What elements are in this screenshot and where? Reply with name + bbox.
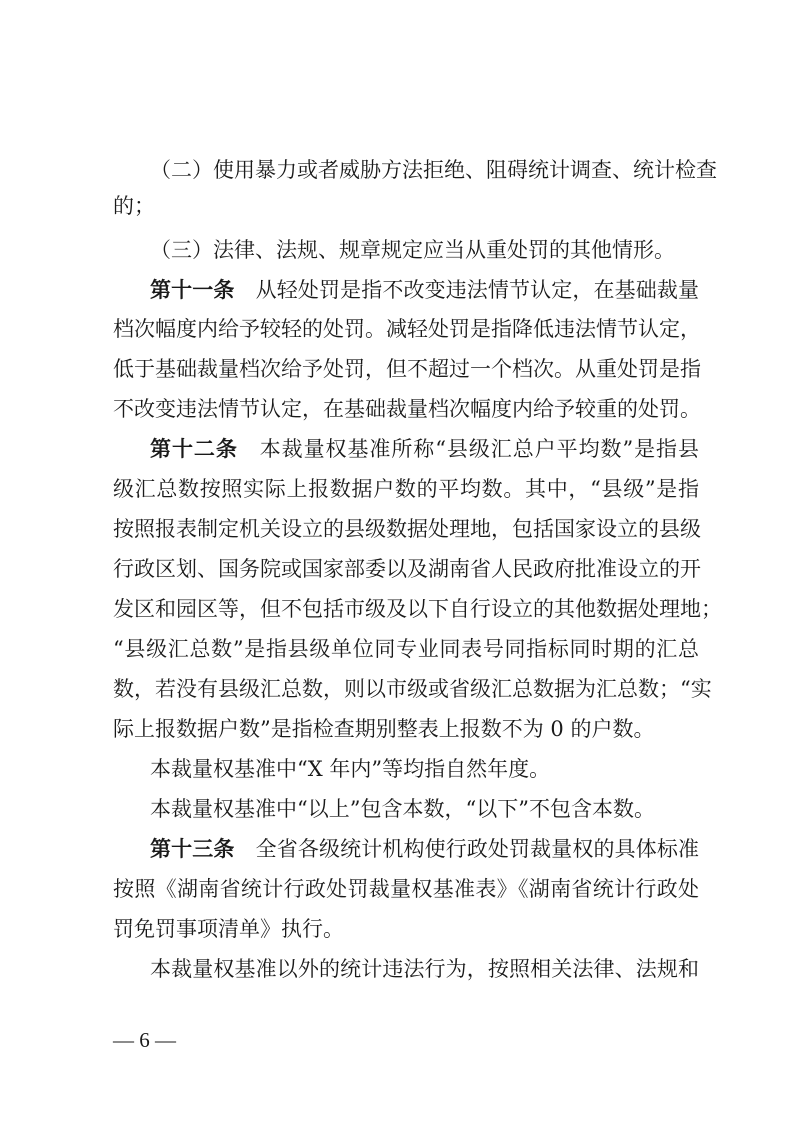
paragraph-line: 档次幅度内给予较轻的处罚。减轻处罚是指降低违法情节认定， [113, 317, 701, 341]
paragraph-line: 的； [113, 194, 155, 218]
article-12-first-line [150, 431, 699, 467]
paragraph-line: 行政区划、国务院或国家部委以及湖南省人民政府批准设立的开 [113, 557, 701, 581]
paragraph-line: 本裁量权基准以外的统计违法行为，按照相关法律、法规和 [150, 957, 699, 981]
paragraph-line: 本裁量权基准中“以上”包含本数，“以下”不包含本数。 [150, 797, 655, 821]
article-11-text: 从轻处罚是指不改变违法情节认定，在基础裁量 [255, 278, 700, 302]
paragraph-line: 发区和园区等，但不包括市级及以下自行设立的其他数据处理地； [113, 597, 722, 621]
article-12-heading: 第十二条 [150, 437, 238, 461]
paragraph-line: 按照报表制定机关设立的县级数据处理地，包括国家设立的县级 [113, 517, 701, 541]
paragraph-line: （二）使用暴力或者威胁方法拒绝、阻碍统计调查、统计检查 [150, 158, 717, 182]
paragraph-line: 按照《湖南省统计行政处罚裁量权基准表》《湖南省统计行政处 [113, 877, 699, 901]
paragraph-line: 低于基础裁量档次给予处罚，但不超过一个档次。从重处罚是指 [113, 357, 701, 381]
paragraph-line: 不改变违法情节认定，在基础裁量档次幅度内给予较重的处罚。 [113, 397, 701, 421]
article-12-text: 本裁量权基准所称“县级汇总户平均数”是指县 [259, 437, 700, 461]
paragraph-line: 数，若没有县级汇总数，则以市级或省级汇总数据为汇总数；“实 [113, 677, 712, 701]
article-11-first-line [150, 272, 699, 308]
page-number: — 6 — [113, 1028, 176, 1052]
paragraph-line: 际上报数据户数”是指检查期别整表上报数不为 0 的户数。 [113, 717, 655, 741]
paragraph-line: （三）法律、法规、规章规定应当从重处罚的其他情形。 [150, 238, 675, 262]
paragraph-line: 本裁量权基准中“X 年内”等均指自然年度。 [150, 757, 551, 781]
article-13-first-line [150, 831, 699, 867]
paragraph-line: 罚免罚事项清单》执行。 [113, 917, 344, 941]
article-13-text: 全省各级统计机构使行政处罚裁量权的具体标准 [255, 837, 700, 861]
paragraph-line: 级汇总数按照实际上报数据户数的平均数。其中，“县级”是指 [113, 477, 699, 501]
paragraph-line: “县级汇总数”是指县级单位同专业同表号同指标同时期的汇总 [113, 637, 699, 661]
article-13-heading: 第十三条 [150, 837, 235, 861]
article-11-heading: 第十一条 [150, 278, 235, 302]
